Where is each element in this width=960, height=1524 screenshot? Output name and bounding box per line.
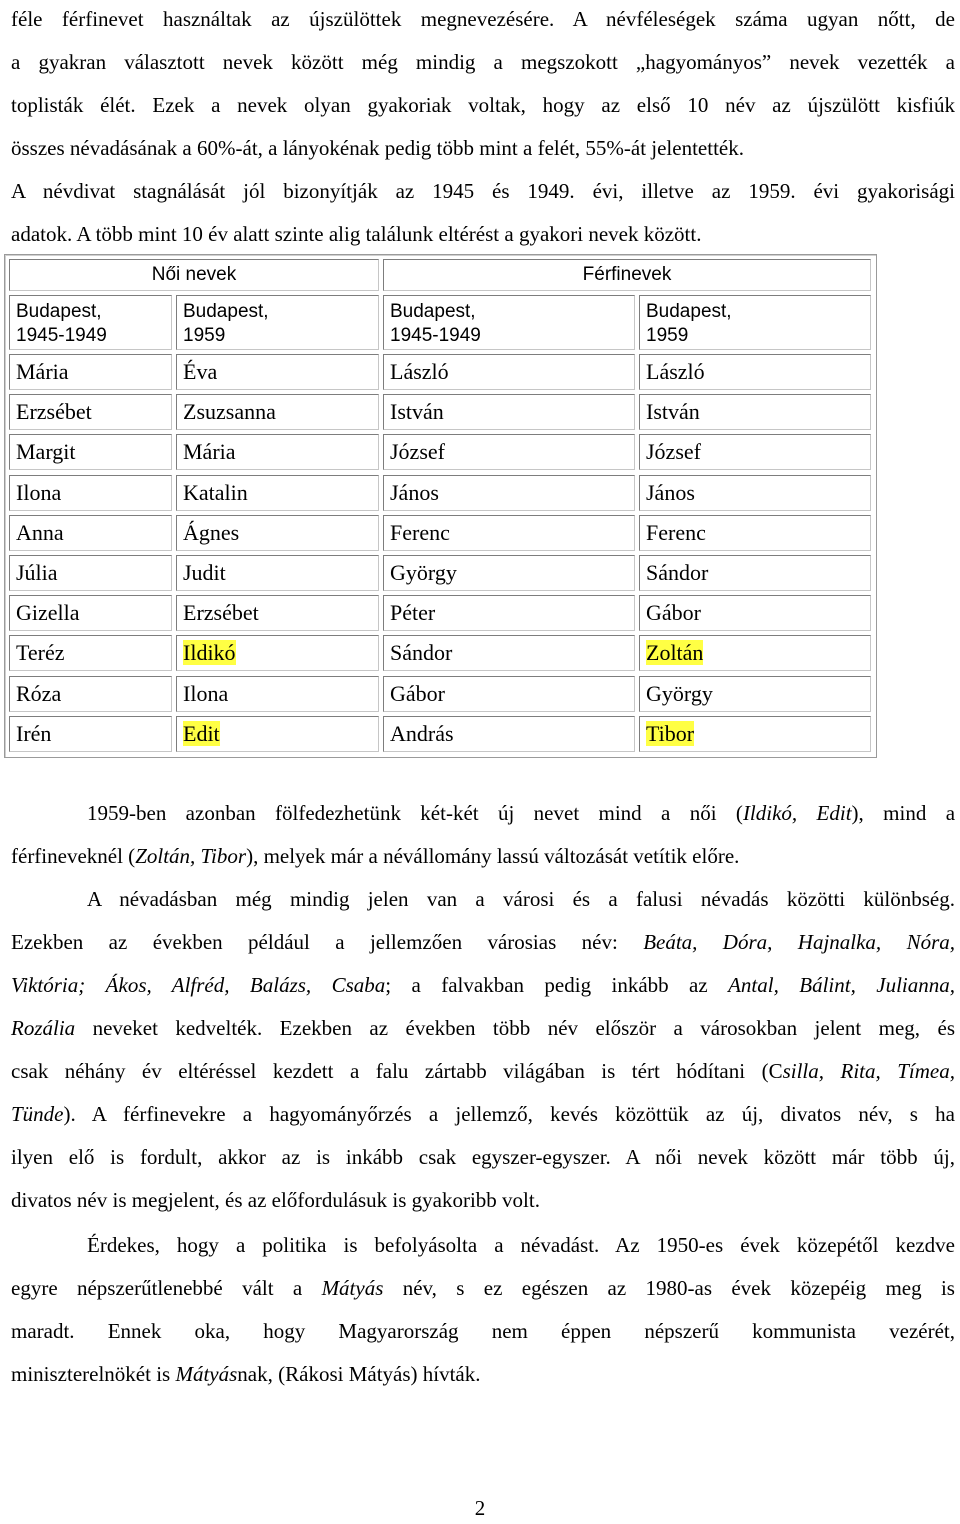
column-header-line: Budapest, <box>390 301 476 322</box>
italic-names: Tünde <box>11 1102 64 1126</box>
column-header <box>176 295 379 350</box>
table-cell <box>383 676 635 712</box>
names-table <box>4 254 877 758</box>
italic-names: silla, Rita, Tímea, <box>782 1059 955 1083</box>
table-cell <box>176 635 379 671</box>
column-header-line: Budapest, <box>646 301 732 322</box>
text-run: 1959-ben azonban fölfedezhetünk két-két új nevet mind a női ( <box>87 801 743 825</box>
name-value: György <box>646 680 713 706</box>
italic-names: Ildikó, Edit <box>742 801 852 825</box>
name-value: Teréz <box>16 640 65 666</box>
table-cell <box>639 555 871 591</box>
table-cell <box>639 595 871 631</box>
text-line <box>11 792 955 835</box>
name-value: Katalin <box>183 479 248 505</box>
text-run: egyre népszerűtlenebbé vált a <box>11 1276 322 1300</box>
column-header-line: Budapest, <box>16 301 102 322</box>
name-value: Tibor <box>646 720 695 746</box>
name-value: János <box>390 479 439 505</box>
text-line: a gyakran választott nevek között még mindig a megszokott „hagyományos” nevek vezették a <box>11 50 955 74</box>
table-cell <box>176 354 379 390</box>
name-value: Gábor <box>390 680 445 706</box>
text-line: féle férfinevet használtak az újszülöttek megnevezésére. A névféleségek száma ugyan nőtt, de <box>11 7 955 31</box>
name-value: Sándor <box>646 560 709 585</box>
table-cell <box>9 475 172 511</box>
name-value: Margit <box>16 439 76 465</box>
name-value: Gábor <box>646 600 701 626</box>
table-cell <box>176 475 379 511</box>
text-line: A névadásban még mindig jelen van a városi és a falusi névadás közötti különbség. <box>87 887 955 911</box>
table-cell <box>639 515 871 551</box>
italic-name: Mátyás <box>321 1276 384 1300</box>
name-value: Ferenc <box>390 519 450 545</box>
name-value: Gizella <box>16 600 80 626</box>
text-line: adatok. A több mint 10 év alatt szinte alig találunk eltérést a gyakori nevek között. <box>11 222 702 246</box>
name-value: Ferenc <box>646 519 706 545</box>
name-value: József <box>390 439 445 465</box>
table-cell <box>9 394 172 430</box>
name-value: Róza <box>16 680 62 706</box>
table-cell <box>383 635 635 671</box>
column-header <box>383 295 635 350</box>
name-value: Anna <box>16 519 64 545</box>
table-cell <box>383 434 635 470</box>
table-cell <box>639 475 871 511</box>
table-cell <box>383 555 635 591</box>
text-line: divatos név is megjelent, és az előfordulásuk is gyakoribb volt. <box>11 1188 540 1212</box>
table-cell <box>9 676 172 712</box>
column-header-line: 1959 <box>183 325 226 346</box>
name-value: István <box>390 399 444 425</box>
text-run: csak néhány év eltéréssel kezdett a falu zártabb világában is tért hódítani (C <box>11 1059 783 1083</box>
table-cell <box>639 354 871 390</box>
table-cell <box>639 676 871 712</box>
italic-names: Beáta, Dóra, Hajnalka, Nóra, <box>643 930 955 954</box>
text-run: ), mind a <box>851 801 956 825</box>
table-cell <box>383 354 635 390</box>
group-header-female: Női nevek <box>9 259 379 291</box>
table-cell <box>176 676 379 712</box>
name-value: Irén <box>16 720 52 746</box>
table-cell <box>176 555 379 591</box>
table-cell <box>9 354 172 390</box>
text-line <box>11 1093 955 1136</box>
table-cell <box>383 515 635 551</box>
name-value: Mária <box>183 439 236 465</box>
paragraph-city-village <box>11 878 955 1222</box>
table-cell <box>9 716 172 752</box>
text-line <box>11 964 955 1007</box>
text-line: ilyen elő is fordult, akkor az is inkább csak egyszer-egyszer. A női nevek között már több új, <box>11 1145 955 1169</box>
name-value: Éva <box>183 359 218 384</box>
table-cell <box>176 595 379 631</box>
table-cell <box>176 515 379 551</box>
name-value: Ilona <box>183 680 229 706</box>
text-line: összes névadásának a 60%-át, a lányokénak pedig több mint a felét, 55%-át jelentették. <box>11 136 744 160</box>
name-value: Sándor <box>390 640 453 666</box>
text-line: maradt. Ennek oka, hogy Magyarország nem éppen népszerű kommunista vezérét, <box>11 1319 955 1343</box>
table-cell <box>639 716 871 752</box>
name-value: Ilona <box>16 479 62 505</box>
text-run: férfineveknél ( <box>11 844 136 868</box>
text-run: neveket kedvelték. Ezekben az években több név először a városokban jelent meg, és <box>75 1016 955 1040</box>
name-value: Mária <box>16 359 69 384</box>
table-cell <box>176 716 379 752</box>
text-run: ). A férfinevekre a hagyományőrzés a jellemző, kevés közöttük az új, divatos név, s ha <box>63 1102 955 1126</box>
table-cell <box>383 394 635 430</box>
name-value: István <box>646 399 700 425</box>
table-cell <box>639 635 871 671</box>
text-run: név, s ez egészen az 1980-as évek közepéig meg is <box>383 1276 955 1300</box>
text-run: ; a falvakban pedig inkább az <box>385 973 729 997</box>
name-value: Erzsébet <box>16 399 92 425</box>
name-value: Erzsébet <box>183 600 259 626</box>
text-run: miniszterelnökét is <box>11 1362 176 1386</box>
column-header-line: 1945-1949 <box>390 325 481 346</box>
name-value: Judit <box>183 560 226 585</box>
table-cell <box>176 394 379 430</box>
text-run: nak, (Rákosi Mátyás) hívták. <box>237 1362 481 1386</box>
group-header-male: Férfinevek <box>383 259 871 291</box>
table-cell <box>383 716 635 752</box>
name-value: Zoltán <box>646 640 704 666</box>
column-header <box>9 295 172 350</box>
name-value: Zsuzsanna <box>183 399 276 425</box>
paragraph-politics <box>11 1224 955 1396</box>
column-header-line: 1945-1949 <box>16 325 107 346</box>
table-cell <box>9 515 172 551</box>
name-value: Edit <box>183 720 220 746</box>
page-number: 2 <box>474 1496 486 1520</box>
name-value: András <box>390 720 454 746</box>
text-line: toplisták élét. Ezek a nevek olyan gyakoriak voltak, hogy az első 10 név az újszülött kisfiúk <box>11 93 955 117</box>
text-line <box>11 1050 955 1093</box>
text-line <box>11 1353 955 1396</box>
italic-name: Mátyás <box>175 1362 238 1386</box>
column-header-line: 1959 <box>646 325 689 346</box>
table-cell <box>383 595 635 631</box>
table-cell <box>176 434 379 470</box>
name-value: Ildikó <box>183 640 236 666</box>
name-value: József <box>646 439 701 465</box>
italic-names: Viktória; Ákos, Alfréd, Balázs, Csaba <box>11 973 386 997</box>
text-line: A névdivat stagnálását jól bizonyítják az 1945 és 1949. évi, illetve az 1959. évi gyakorisági <box>11 179 955 203</box>
name-value: János <box>646 479 695 505</box>
name-value: Ágnes <box>183 519 240 545</box>
italic-names: Zoltán, Tibor <box>135 844 247 868</box>
text-line <box>11 921 955 964</box>
text-run: ), melyek már a névállomány lassú változását vetítik előre. <box>246 844 740 868</box>
italic-names: Rozália <box>11 1016 76 1040</box>
column-header <box>639 295 871 350</box>
table-cell <box>383 475 635 511</box>
name-value: Júlia <box>16 560 58 585</box>
name-value: László <box>390 359 449 384</box>
name-value: Péter <box>390 600 436 626</box>
name-value: László <box>646 359 705 384</box>
name-value: György <box>390 560 457 585</box>
text-line: Érdekes, hogy a politika is befolyásolta a névadást. Az 1950-es évek közepétől kezdve <box>87 1233 955 1257</box>
intro-paragraph <box>11 0 955 256</box>
text-line <box>11 1267 955 1310</box>
table-cell <box>9 555 172 591</box>
italic-names: Antal, Bálint, Julianna, <box>728 973 955 997</box>
table-cell <box>9 434 172 470</box>
text-line <box>11 1007 955 1050</box>
table-cell <box>639 394 871 430</box>
text-line <box>11 835 955 878</box>
table-cell <box>639 434 871 470</box>
table-cell <box>9 595 172 631</box>
table-cell <box>9 635 172 671</box>
text-run: Ezekben az években például a jellemzően városias név: <box>11 930 644 954</box>
paragraph-new-names <box>11 792 955 878</box>
column-header-line: Budapest, <box>183 301 269 322</box>
